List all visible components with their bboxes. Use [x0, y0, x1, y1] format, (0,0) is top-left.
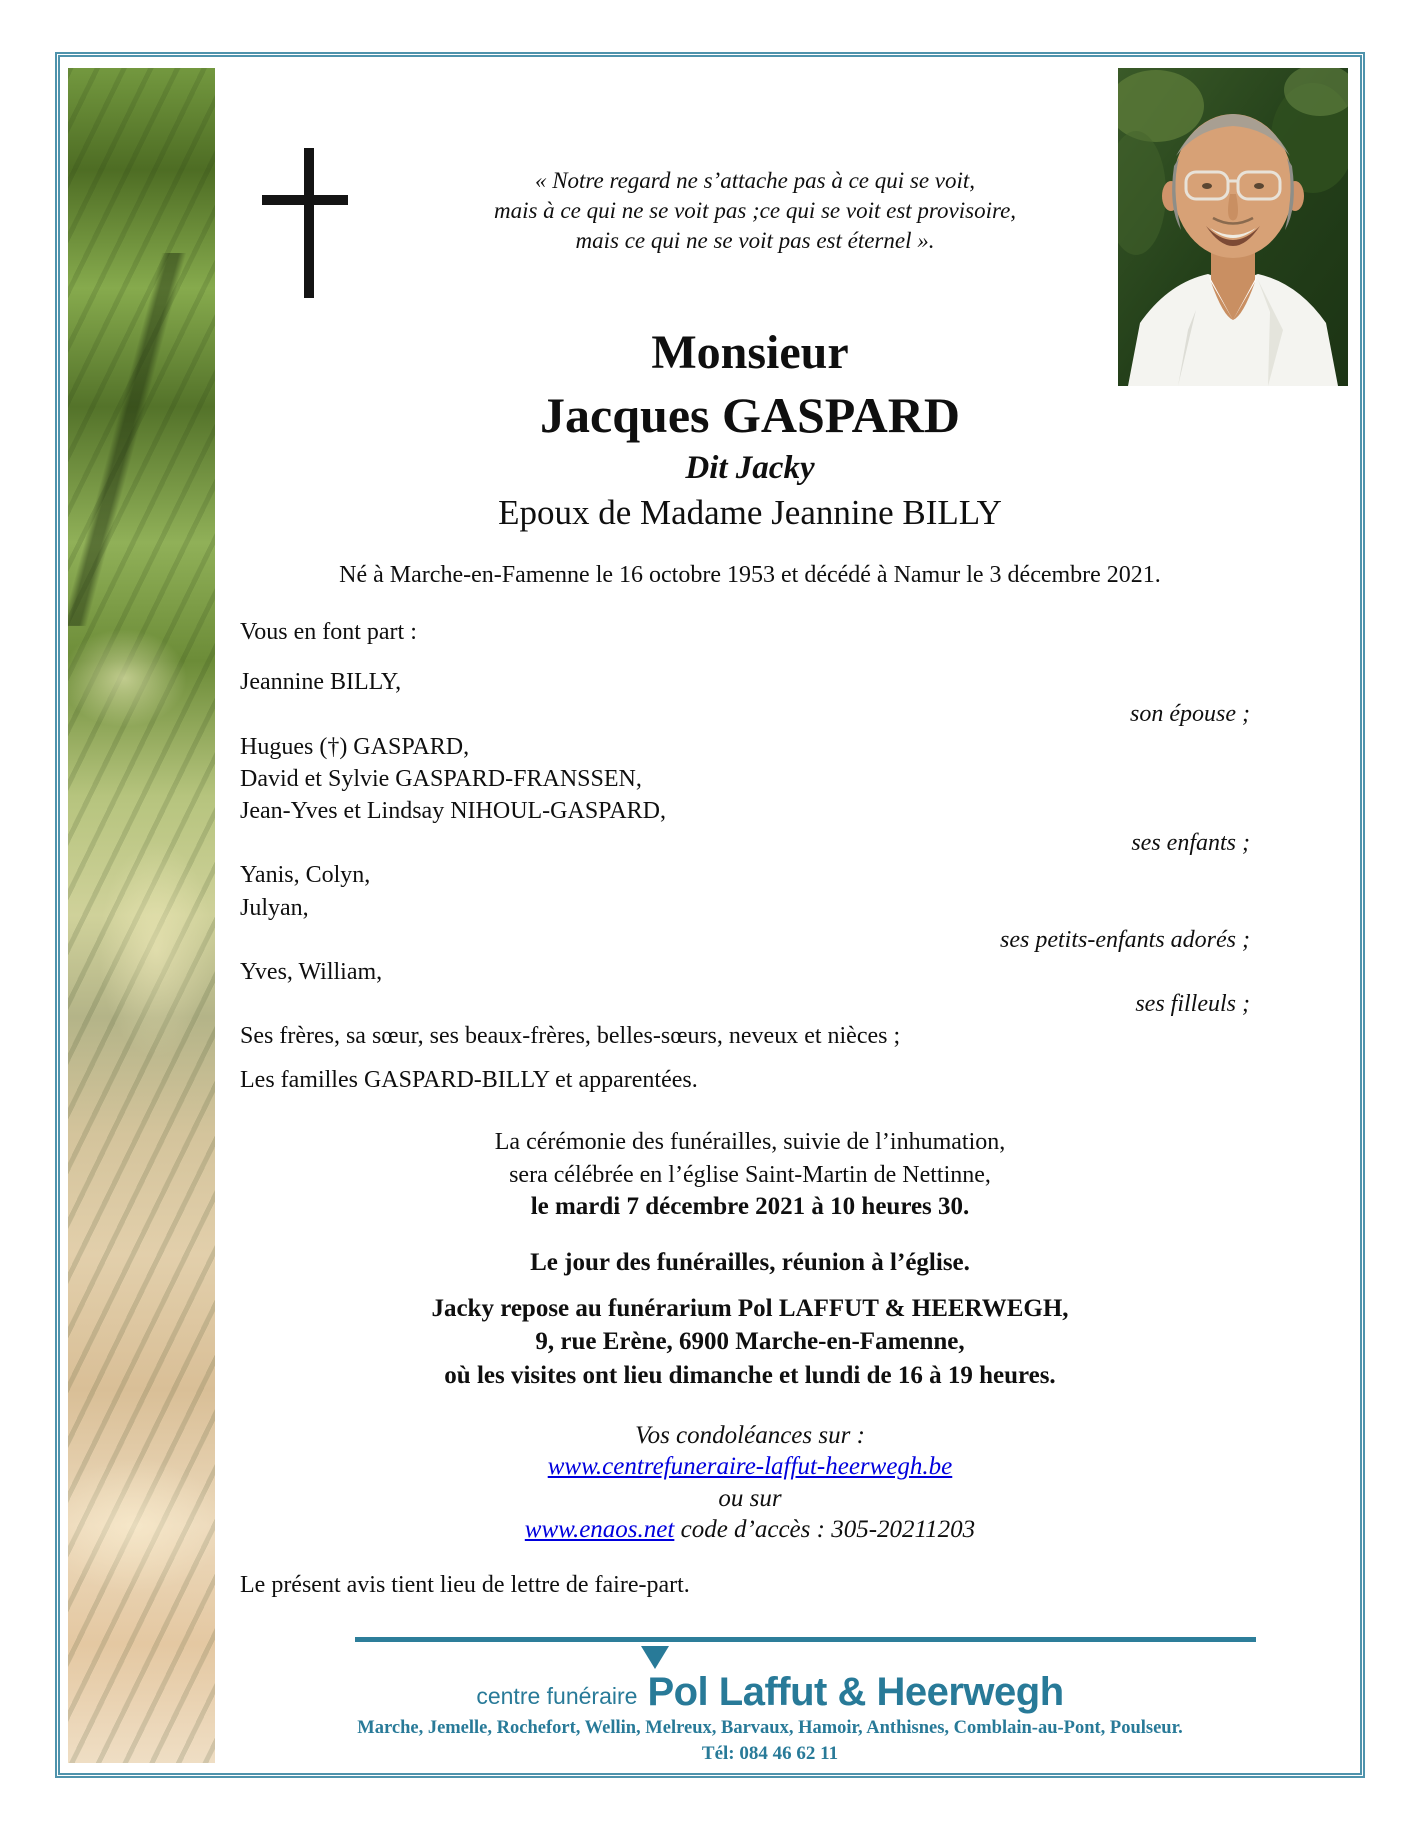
family-name: Julyan, [240, 894, 309, 921]
ceremony-line: La cérémonie des funérailles, suivie de l’inhumation, [494, 1129, 1006, 1155]
condolences-block [240, 1420, 1260, 1546]
access-code-text: code d’accès : 305-20211203 [680, 1516, 976, 1544]
relation-label: ses petits-enfants adorés ; [1000, 926, 1250, 953]
deceased-honorific: Monsieur [651, 326, 849, 379]
opening-quote [340, 166, 1170, 256]
family-name: Yves, William, [240, 959, 383, 986]
family-announcement [240, 616, 1250, 1096]
quote-line: mais ce qui ne se voit pas est éternel ». [575, 228, 935, 253]
family-name: Jean-Yves et Lindsay NIHOUL-GASPARD, [240, 798, 666, 825]
family-name: Hugues (†) GASPARD, [240, 733, 470, 760]
ceremony-date-line: le mardi 7 décembre 2021 à 10 heures 30. [530, 1193, 970, 1220]
funeral-home-locations: Marche, Jemelle, Rochefort, Wellin, Melreux, Barvaux, Hamoir, Anthisnes, Comblain-au-Pont, Poulseur. [357, 1718, 1183, 1738]
logo-triangle-icon [641, 1646, 669, 1669]
relation-label: son épouse ; [1130, 701, 1250, 728]
cross-icon [258, 148, 352, 298]
extended-family-line: Ses frères, sa sœur, ses beaux-frères, belles-sœurs, neveux et nièces ; [240, 1023, 901, 1050]
cross-vertical-bar [304, 148, 314, 298]
deceased-title-block [240, 322, 1260, 536]
condolences-website-link[interactable]: www.centrefuneraire-laffut-heerwegh.be [547, 1453, 953, 1481]
family-name: Yanis, Colyn, [240, 862, 371, 889]
footer-divider-line [355, 1637, 1256, 1642]
family-name: Jeannine BILLY, [240, 669, 402, 696]
quote-line: « Notre regard ne s’attache pas à ce qui se voit, [534, 168, 976, 193]
relation-label: ses enfants ; [1131, 830, 1250, 857]
repose-details [240, 1292, 1260, 1392]
condolences-heading: Vos condoléances sur : [635, 1422, 865, 1449]
birth-death-line: Né à Marche-en-Famenne le 16 octobre 1953 et décédé à Namur le 3 décembre 2021. [339, 562, 1161, 588]
church-meeting-line: Le jour des funérailles, réunion à l’église. [530, 1249, 970, 1276]
closing-notice: Le présent avis tient lieu de lettre de faire-part. [240, 1572, 690, 1598]
family-name: David et Sylvie GASPARD-FRANSSEN, [240, 765, 642, 792]
ceremony-details [240, 1126, 1260, 1224]
repose-line: 9, rue Erène, 6900 Marche-en-Famenne, [535, 1328, 965, 1356]
deceased-name: Jacques GASPARD [540, 387, 960, 443]
funeral-home-phone: Tél: 084 46 62 11 [701, 1743, 839, 1764]
funeral-home-name: Pol Laffut & Heerwegh [647, 1670, 1063, 1714]
deceased-spouse-line: Epoux de Madame Jeannine BILLY [498, 493, 1002, 532]
condolences-or-text: ou sur [718, 1484, 782, 1512]
deceased-nickname: Dit Jacky [685, 450, 815, 486]
repose-line: où les visites ont lieu dimanche et lundi de 16 à 19 heures. [444, 1361, 1056, 1389]
funeral-home-prefix: centre funéraire [476, 1683, 638, 1709]
funeral-home-logo [240, 1652, 1300, 1714]
relation-label: ses filleuls ; [1135, 991, 1250, 1018]
cross-horizontal-bar [262, 195, 348, 205]
announcement-intro: Vous en font part : [240, 619, 417, 645]
quote-line: mais à ce qui ne se voit pas ;ce qui se voit est provisoire, [493, 198, 1017, 223]
ceremony-line: sera célébrée en l’église Saint-Martin de Nettinne, [509, 1161, 991, 1188]
repose-line: Jacky repose au funérarium Pol LAFFUT & HEERWEGH, [431, 1295, 1069, 1322]
families-line: Les familles GASPARD-BILLY et apparentées. [240, 1066, 698, 1093]
forest-path-image [68, 68, 215, 1763]
enaos-website-link[interactable]: www.enaos.net [524, 1516, 675, 1544]
